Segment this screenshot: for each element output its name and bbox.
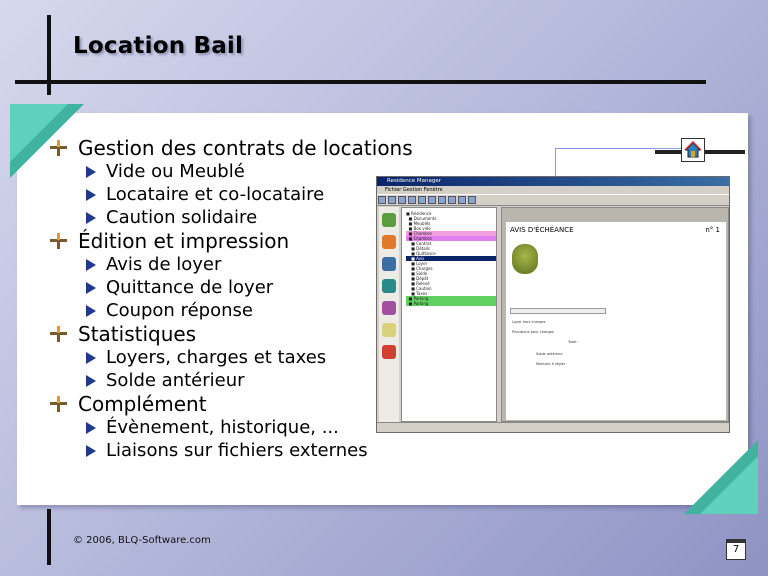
bullet-level2: Liaisons sur fichiers externes [48, 439, 413, 462]
bullet-level2: Coupon réponse [48, 299, 413, 322]
doc-line: Total : [568, 340, 579, 344]
triangle-bullet-icon [86, 422, 96, 434]
cross-bullet-icon [48, 138, 70, 158]
bullet-list [48, 136, 413, 462]
doc-line: Provisions pour charges [512, 330, 554, 334]
connector-line [555, 148, 681, 149]
triangle-bullet-icon [86, 259, 96, 271]
triangle-bullet-icon [86, 166, 96, 178]
bullet-level2: Caution solidaire [48, 206, 413, 229]
doc-line: Montant à régler : [536, 362, 568, 366]
triangle-bullet-icon [86, 375, 96, 387]
footer-copyright: © 2006, BLQ-Software.com [73, 535, 211, 546]
doc-line: Solde antérieur [536, 352, 563, 356]
app-tree-view: ■ Résidence ■ Documents ■ Meublés ■ Box vide ■ Chambre ■ Chambre ■ Contrat ■ Détails ■ Quittance ■ Avis ■ Loyer ■ Charges ■ Solde ■ Dépôt ■ Relevé ■ Caution ■ Taxes ■ Parking ■ Parking [401, 207, 497, 422]
bullet-level2: Vide ou Meublé [48, 160, 413, 183]
horizontal-rule-top [15, 80, 706, 84]
bullet-level2: Loyers, charges et taxes [48, 346, 413, 369]
document-number: n° 1 [705, 226, 720, 234]
app-window-title: Residence Manager [377, 177, 729, 186]
bullet-level2: Solde antérieur [48, 369, 413, 392]
triangle-bullet-icon [86, 445, 96, 457]
bullet-level2: Quittance de loyer [48, 276, 413, 299]
cross-bullet-icon [48, 394, 70, 414]
cross-bullet-icon [48, 231, 70, 251]
slide-title: Location Bail [73, 33, 244, 59]
triangle-bullet-icon [86, 189, 96, 201]
vertical-rule-bottom [47, 509, 51, 565]
house-icon [681, 138, 705, 162]
tenant-photo [512, 244, 538, 274]
page-number: 7 [726, 542, 746, 560]
bullet-level1: Gestion des contrats de locations [48, 136, 413, 160]
app-side-toolbar [379, 207, 399, 432]
triangle-bullet-icon [86, 305, 96, 317]
bullet-level2: Locataire et co-locataire [48, 183, 413, 206]
bullet-level1: Statistiques [48, 322, 413, 346]
bullet-level2: Évènement, historique, ... [48, 416, 413, 439]
app-menubar: Fichier Gestion Fenêtre [385, 187, 443, 193]
triangle-bullet-icon [86, 212, 96, 224]
app-document-preview [501, 207, 729, 422]
triangle-bullet-icon [86, 282, 96, 294]
doc-line: Loyer hors charges [512, 320, 546, 324]
triangle-bullet-icon [86, 352, 96, 364]
document-title: AVIS D'ÉCHÉANCE [510, 226, 574, 234]
app-status-bar [377, 422, 729, 432]
app-screenshot [376, 176, 730, 433]
app-toolbar [377, 194, 729, 206]
bullet-level2: Avis de loyer [48, 253, 413, 276]
avis-page [506, 222, 726, 420]
corner-triangle-bottom-right-inner [700, 456, 758, 514]
cross-bullet-icon [48, 324, 70, 344]
bullet-level1: Complément [48, 392, 413, 416]
bullet-level1: Édition et impression [48, 229, 413, 253]
